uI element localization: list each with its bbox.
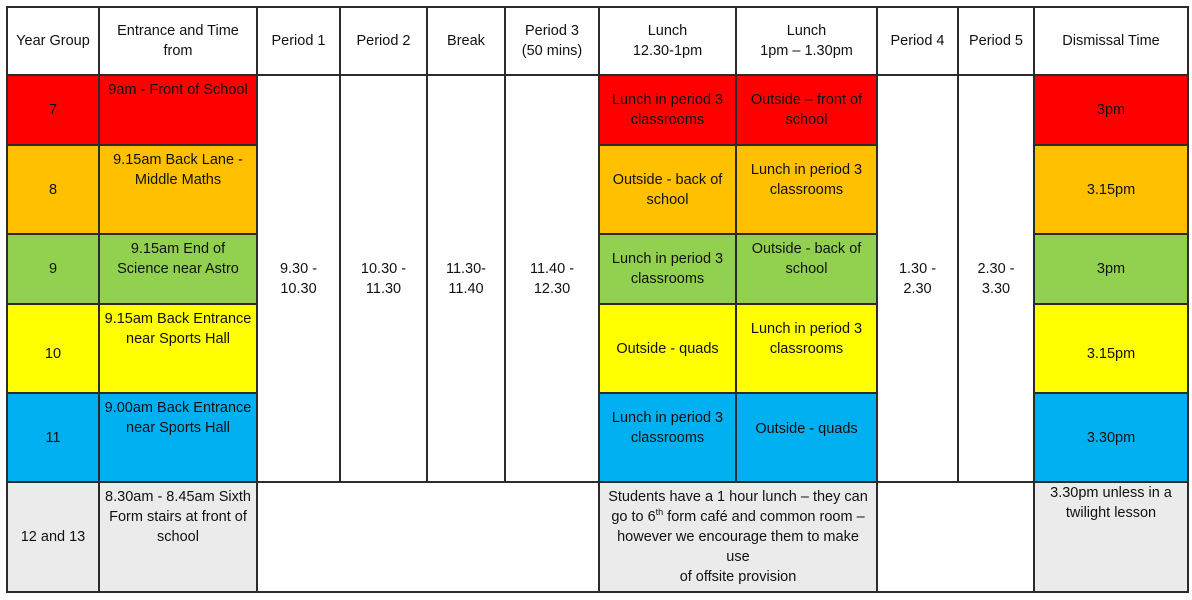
header-lunch-1-line1: Lunch <box>647 23 688 39</box>
lunch-note-line: form café and common room – <box>663 509 865 525</box>
lunch-line: classrooms <box>769 341 844 357</box>
lunch-line: Outside - quads <box>755 421 858 437</box>
lunch-2-cell <box>736 145 877 234</box>
year-cell: 8 <box>7 145 99 234</box>
header-lunch-2-line2: 1pm – 1.30pm <box>760 43 853 59</box>
entrance-line: near Sports Hall <box>126 420 230 436</box>
header-entrance-line2: from <box>163 43 193 59</box>
lunch-line: school <box>785 112 828 128</box>
break-start: 11.30- <box>445 260 487 277</box>
entrance-line: 9am - Front of School <box>108 82 248 98</box>
lunch-note-line: Students have a 1 hour lunch – they can <box>608 489 868 505</box>
lunch-1-cell <box>599 393 736 482</box>
lunch-note-line: however we encourage them to make use <box>617 529 859 565</box>
dismissal-line: 3.30pm unless in a <box>1050 485 1172 501</box>
entrance-line: 9.15am Back Entrance <box>104 311 252 327</box>
dismissal-cell: 3pm <box>1034 234 1188 304</box>
row-year-12-13 <box>7 482 1188 592</box>
entrance-cell <box>99 75 257 145</box>
period-1-time <box>257 75 340 482</box>
period-2-time <box>340 75 427 482</box>
lunch-line: Lunch in period 3 <box>611 410 724 426</box>
period-5-end: 3.30 <box>981 280 1011 297</box>
lunch-line: classrooms <box>769 182 844 198</box>
lunch-line: Lunch in period 3 <box>611 92 724 108</box>
lunch-line: classrooms <box>630 112 705 128</box>
header-period-3-line1: Period 3 <box>524 23 579 39</box>
lunch-line: Outside - back of <box>612 171 723 188</box>
entrance-line: 8.30am - 8.45am Sixth <box>105 489 251 505</box>
header-period-3 <box>505 7 599 75</box>
lunch-line: Lunch in period 3 <box>750 162 863 178</box>
lunch-1-cell <box>599 304 736 393</box>
lunch-line: school <box>785 261 828 277</box>
period-5-start: 2.30 - <box>977 260 1015 277</box>
ordinal-suffix: th <box>655 507 664 518</box>
entrance-cell <box>99 482 257 592</box>
entrance-line: 9.00am Back Entrance <box>104 400 252 416</box>
break-time <box>427 75 505 482</box>
dismissal-cell <box>1034 482 1188 592</box>
lunch-1-cell <box>599 234 736 304</box>
lunch-1-cell <box>599 75 736 145</box>
header-period-3-line2: (50 mins) <box>521 43 583 59</box>
lunch-2-cell <box>736 75 877 145</box>
dismissal-cell: 3.15pm <box>1034 304 1188 393</box>
dismissal-cell: 3.30pm <box>1034 393 1188 482</box>
lunch-line: Outside - quads <box>616 340 719 357</box>
shared-time-columns-tail <box>257 482 599 592</box>
header-dismissal: Dismissal Time <box>1034 7 1188 75</box>
period-5-time <box>958 75 1034 482</box>
lunch-line: Outside – front of <box>750 92 863 108</box>
entrance-line: Middle Maths <box>134 172 222 188</box>
break-end: 11.40 <box>448 280 484 297</box>
lunch-2-cell <box>736 304 877 393</box>
dismissal-line: twilight lesson <box>1065 505 1157 521</box>
header-lunch-1-line2: 12.30-1pm <box>632 43 703 59</box>
lunch-1-cell <box>599 145 736 234</box>
entrance-cell <box>99 304 257 393</box>
year-cell: 10 <box>7 304 99 393</box>
entrance-line: school <box>157 529 199 545</box>
header-entrance-line1: Entrance and Time <box>117 23 239 39</box>
lunch-line: Outside - back of <box>751 241 862 257</box>
period-1-start: 9.30 - <box>279 260 318 277</box>
period-2-start: 10.30 - <box>360 260 407 277</box>
header-lunch-1 <box>599 7 736 75</box>
year-cell: 12 and 13 <box>7 482 99 592</box>
period-4-end: 2.30 <box>903 280 932 297</box>
lunch-2-cell <box>736 393 877 482</box>
lunch-line: classrooms <box>630 430 705 446</box>
year-cell: 11 <box>7 393 99 482</box>
lunch-line: Lunch in period 3 <box>750 321 863 337</box>
lunch-line: Lunch in period 3 <box>611 251 724 267</box>
period-1-end: 10.30 <box>280 280 317 297</box>
entrance-cell <box>99 234 257 304</box>
header-period-2: Period 2 <box>340 7 427 75</box>
header-period-4: Period 4 <box>877 7 958 75</box>
shared-time-columns-tail <box>877 482 1034 592</box>
header-entrance <box>99 7 257 75</box>
period-4-start: 1.30 - <box>898 260 937 277</box>
year-cell: 9 <box>7 234 99 304</box>
header-row <box>7 7 1188 75</box>
period-3-time <box>505 75 599 482</box>
lunch-note-line: of offsite provision <box>679 569 797 585</box>
dismissal-cell: 3pm <box>1034 75 1188 145</box>
entrance-cell <box>99 393 257 482</box>
period-2-end: 11.30 <box>365 280 402 297</box>
entrance-line: near Sports Hall <box>126 331 230 347</box>
period-4-time <box>877 75 958 482</box>
header-break: Break <box>427 7 505 75</box>
dismissal-cell: 3.15pm <box>1034 145 1188 234</box>
school-timetable <box>6 6 1189 593</box>
entrance-cell <box>99 145 257 234</box>
lunch-line: classrooms <box>630 271 705 287</box>
entrance-line: Science near Astro <box>117 261 239 277</box>
year-cell: 7 <box>7 75 99 145</box>
lunch-note-line: go to 6 <box>611 509 656 525</box>
header-period-5: Period 5 <box>958 7 1034 75</box>
lunch-line: school <box>646 191 689 208</box>
header-year-group: Year Group <box>7 7 99 75</box>
entrance-line: 9.15am End of <box>130 241 226 257</box>
period-3-end: 12.30 <box>533 280 571 297</box>
sixth-form-lunch-cell <box>599 482 877 592</box>
lunch-2-cell <box>736 234 877 304</box>
entrance-line: Form stairs at front of <box>109 509 247 525</box>
header-period-1: Period 1 <box>257 7 340 75</box>
header-lunch-2 <box>736 7 877 75</box>
header-lunch-2-line1: Lunch <box>786 23 827 39</box>
entrance-line: 9.15am Back Lane - <box>113 152 243 168</box>
row-year-7 <box>7 75 1188 145</box>
period-3-start: 11.40 - <box>529 260 575 277</box>
